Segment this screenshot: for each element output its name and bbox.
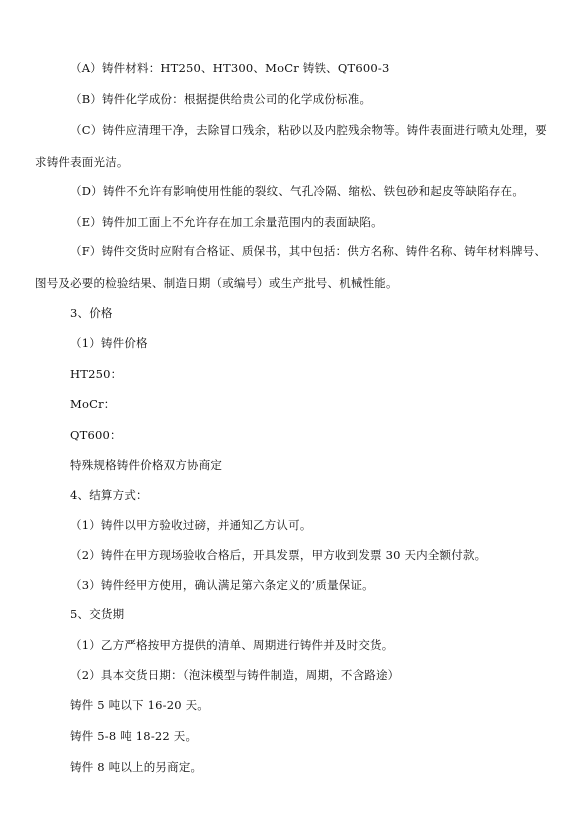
price-qt600: QT600： [70, 428, 122, 442]
settlement-item-2: （2）铸件在甲方现场验收合格后，开具发票，甲方收到发票 30 天内全额付款。 [70, 548, 487, 562]
spec-item-f-delivery-docs-cont: 图号及必要的检验结果、制造日期（或编号）或生产批号、机械性能。 [35, 276, 398, 290]
spec-item-c-cleaning-cont: 求铸件表面光洁。 [35, 155, 129, 169]
delivery-term-5-8t: 铸件 5-8 吨 18-22 天。 [70, 729, 198, 743]
spec-item-d-defects: （D）铸件不允许有影响使用性能的裂纹、气孔冷隔、缩松、铁包砂和起皮等缺陷存在。 [70, 184, 525, 198]
delivery-item-2: （2）具本交货日期：（泡沫模型与铸件制造，周期，不含路途） [70, 668, 400, 682]
section-heading-settlement: 4、结算方式： [70, 488, 148, 502]
delivery-term-over-8t: 铸件 8 吨以上的另商定。 [70, 760, 203, 774]
price-ht250: HT250： [70, 367, 123, 381]
section-heading-delivery: 5、交货期 [70, 607, 125, 621]
delivery-item-1: （1）乙方严格按甲方提供的清单、周期进行铸件并及时交货。 [70, 638, 394, 652]
spec-item-f-delivery-docs: （F）铸件交货时应附有合格证、质保书，其中包括：供方名称、铸件名称、铸年材料牌号、 [70, 244, 547, 258]
spec-item-a-material: （A）铸件材料：HT250、HT300、MoCr 铸铁、QT600-3 [70, 61, 390, 75]
delivery-term-under-5t: 铸件 5 吨以下 16-20 天。 [70, 698, 209, 712]
price-mocr: MoCr： [70, 397, 116, 411]
section-heading-price: 3、价格 [70, 306, 113, 320]
price-special-note: 特殊规格铸件价格双方协商定 [70, 458, 223, 472]
spec-item-e-surface: （E）铸件加工面上不允许存在加工余量范围内的表面缺陷。 [70, 215, 383, 229]
settlement-item-3: （3）铸件经甲方使用，确认满足第六条定义的’质量保证。 [70, 578, 374, 592]
price-item-1: （1）铸件价格 [70, 336, 148, 350]
spec-item-b-chemistry: （B）铸件化学成份：根据提供给贵公司的化学成份标准。 [70, 92, 372, 106]
settlement-item-1: （1）铸件以甲方验收过磅，并通知乙方认可。 [70, 518, 312, 532]
spec-item-c-cleaning: （C）铸件应清理干净，去除冒口残余，粘砂以及内腔残余物等。铸件表面进行喷丸处理，要 [70, 123, 547, 137]
